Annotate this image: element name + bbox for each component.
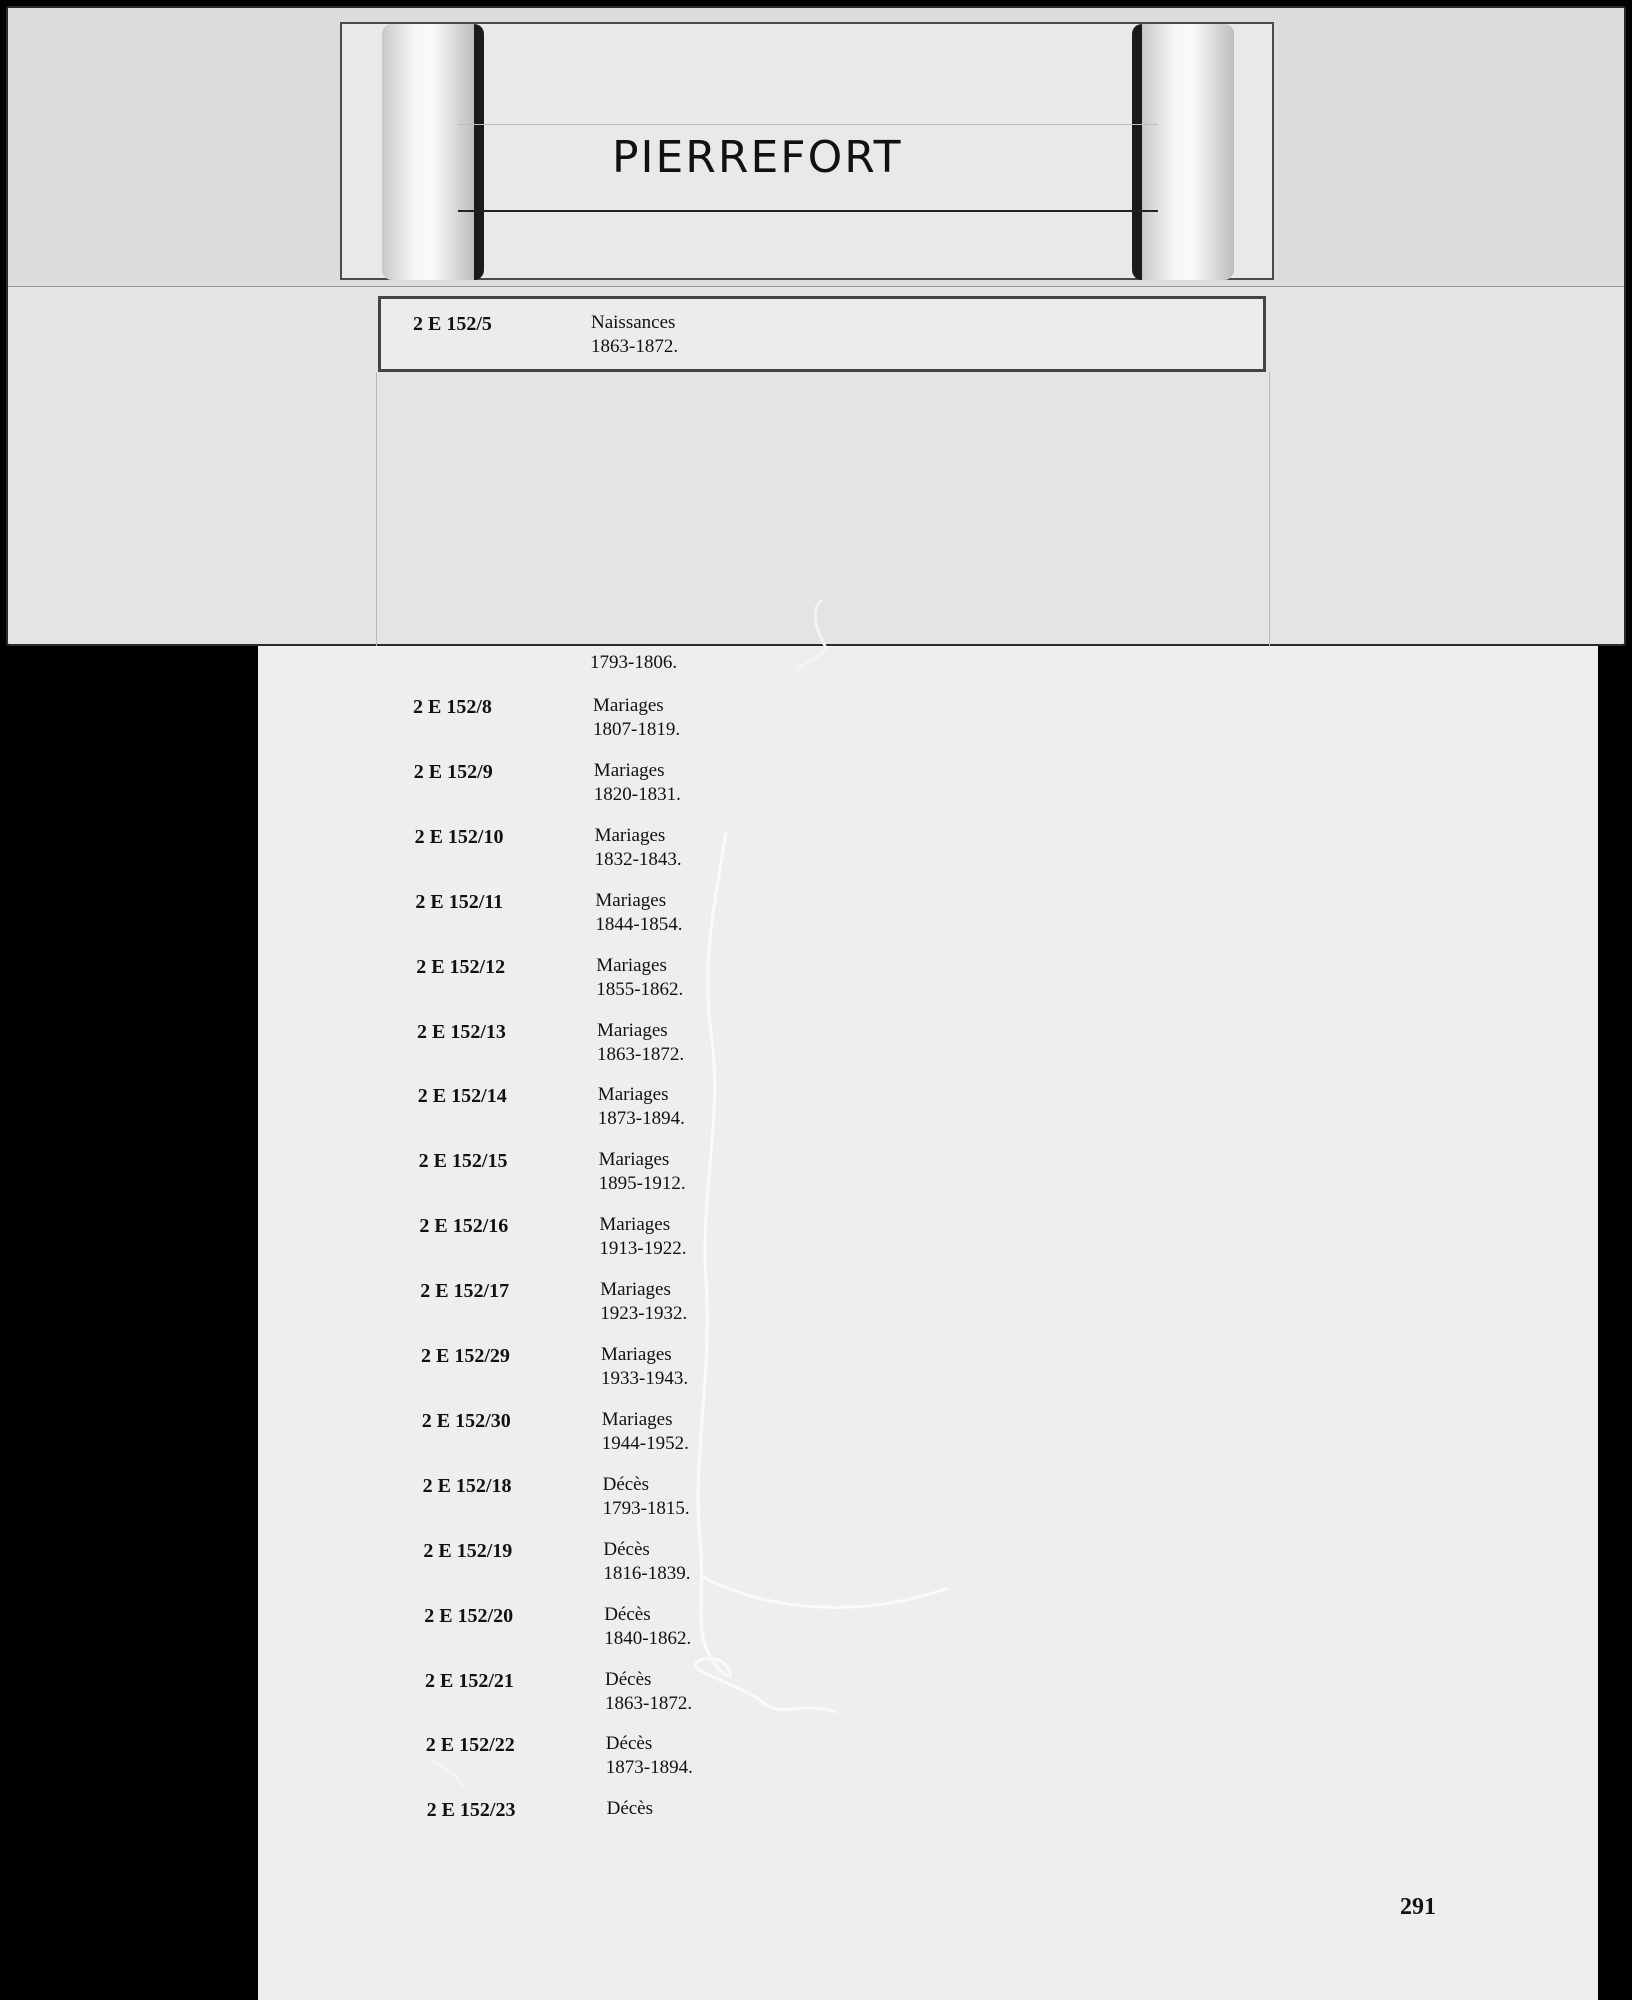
entry-type: Mariages	[596, 954, 667, 976]
right-roll-decoration	[1132, 24, 1234, 280]
entry-type: Mariages	[601, 1344, 672, 1365]
entry-code: 2 E 152/10	[414, 825, 504, 848]
entry-years: 1863-1872.	[605, 1692, 693, 1714]
entry-code: 2 E 152/20	[424, 1604, 514, 1627]
entry-code: 2 E 152/19	[423, 1539, 513, 1562]
folded-cover-flap	[6, 6, 1626, 646]
entry-years: 1933-1943.	[601, 1368, 689, 1389]
entry-years: 1855-1862.	[596, 978, 684, 1000]
entry-type: Mariages	[595, 889, 667, 911]
entry-type: Mariages	[593, 759, 665, 781]
entry-type: Mariages	[597, 1019, 668, 1041]
entry-years: 1863-1872.	[597, 1043, 685, 1065]
entry-code: 2 E 152/18	[422, 1474, 512, 1497]
top-entry-box	[378, 296, 1266, 372]
entry-type: Décès	[605, 1668, 652, 1690]
entry-code: 2 E 152/12	[416, 955, 506, 978]
entry-years: 1923-1932.	[600, 1303, 688, 1325]
entry-code: 2 E 152/17	[420, 1280, 510, 1303]
entry-years: 1895-1912.	[598, 1173, 686, 1195]
entry-type: Décès	[606, 1798, 654, 1820]
entry-years: 1944-1952.	[601, 1432, 689, 1454]
entry-years: 1840-1862.	[604, 1627, 692, 1649]
label-underline	[458, 210, 1158, 212]
entry-type: Mariages	[597, 1084, 669, 1106]
entry-years: 1793-1815.	[602, 1497, 690, 1519]
entry-code: 2 E 152/29	[421, 1345, 510, 1367]
entry-type: Mariages	[593, 695, 664, 716]
entry-code: 2 E 152/8	[413, 696, 492, 718]
entry-years: 1873-1894.	[597, 1108, 685, 1130]
entry-type: Décès	[605, 1733, 653, 1755]
entry-type: Décès	[604, 1603, 651, 1625]
entry-code: 2 E 152/14	[417, 1085, 507, 1108]
entry-code: 2 E 152/5	[413, 313, 492, 335]
entry-code: 2 E 152/13	[417, 1020, 506, 1043]
entry-code: 2 E 152/21	[425, 1669, 514, 1692]
entry-code: 2 E 152/11	[415, 890, 504, 913]
entry-type: Mariages	[599, 1214, 671, 1236]
entry-type: Mariages	[600, 1279, 671, 1301]
entry-code: 2 E 152/16	[419, 1215, 509, 1238]
entry-code: 2 E 152/23	[426, 1799, 516, 1822]
entry-code: 2 E 152/22	[425, 1734, 515, 1757]
entry-years: 1844-1854.	[595, 913, 683, 935]
entry-code: 2 E 152/30	[421, 1409, 511, 1432]
flap-panel	[376, 372, 1270, 646]
entry-type: Mariages	[601, 1408, 673, 1430]
entry-type: Mariages	[598, 1149, 670, 1171]
entry-type: Décès	[602, 1473, 650, 1495]
entry-type: Décès	[603, 1538, 650, 1560]
entry-code: 2 E 152/15	[418, 1150, 508, 1173]
entry-years: 1873-1894.	[605, 1757, 693, 1779]
entry-years: 1807-1819.	[593, 719, 681, 740]
entry-code: 2 E 152/9	[413, 760, 493, 783]
entry-years: 1863-1872.	[591, 336, 679, 357]
entry-years: 1816-1839.	[603, 1562, 691, 1584]
entry-years: 1832-1843.	[594, 848, 682, 870]
entry-type: Mariages	[594, 824, 666, 846]
page-title: PIERREFORT	[612, 132, 903, 183]
partial-entry-years: 1793-1806.	[590, 652, 678, 673]
title-label	[340, 22, 1274, 280]
entry-years: 1820-1831.	[593, 783, 681, 805]
entry-type: Naissances	[591, 312, 676, 333]
left-roll-decoration	[382, 24, 484, 280]
entry-years: 1913-1922.	[599, 1238, 687, 1260]
page-number: 291	[1400, 1894, 1436, 1920]
